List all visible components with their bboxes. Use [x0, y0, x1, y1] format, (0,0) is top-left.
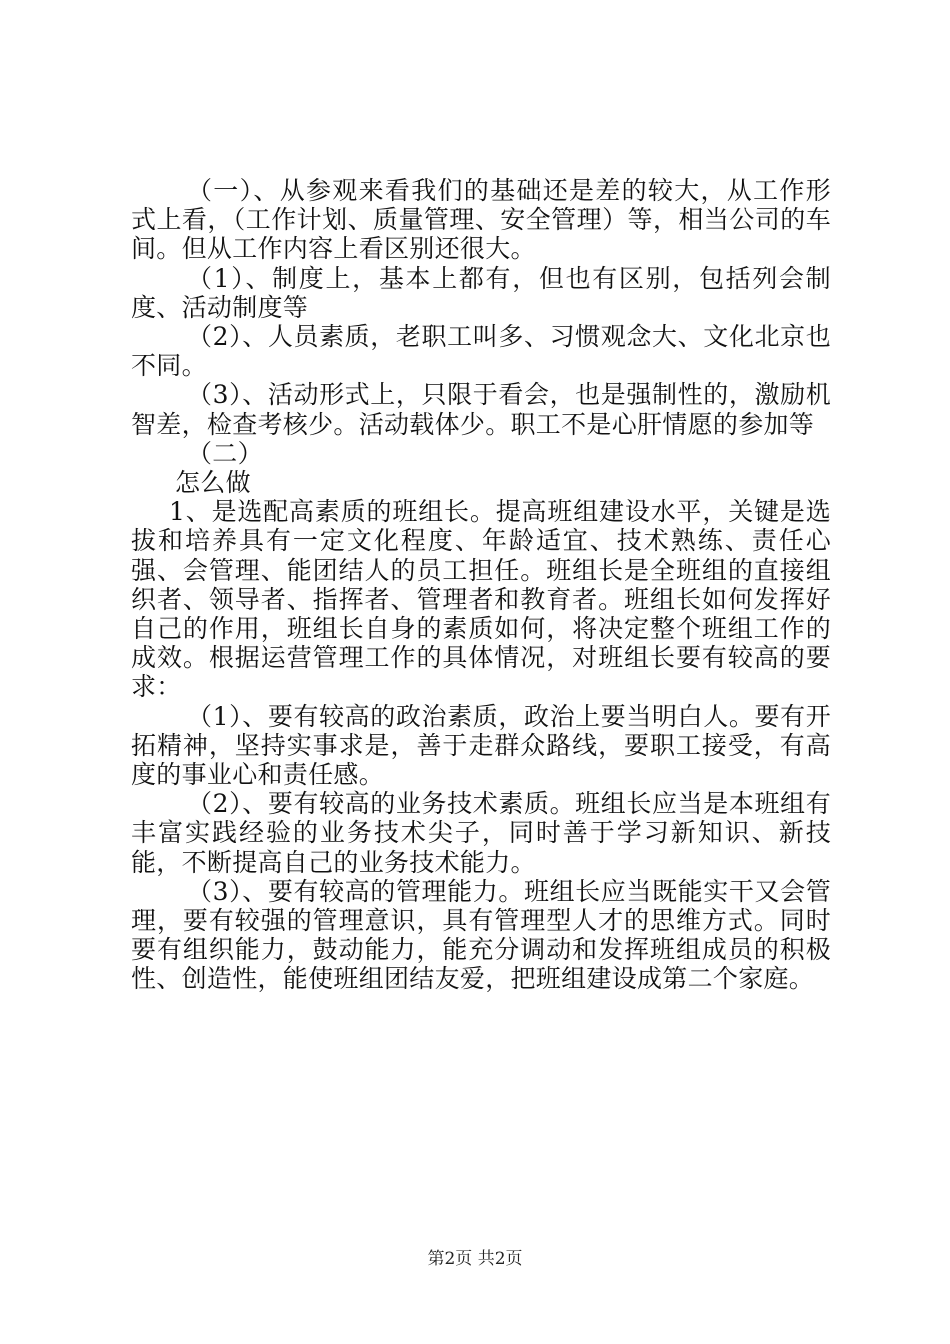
paragraph-requirement-technical: （2）、要有较高的业务技术素质。班组长应当是本班组有丰富实践经验的业务技术尖子，同时善于学习新知识、新技能，不断提高自己的业务技术能力。 — [131, 789, 831, 877]
paragraph-section-one: （一）、从参观来看我们的基础还是差的较大，从工作形式上看，（工作计划、质量管理、安全管理）等，相当公司的车间。但从工作内容上看区别还很大。 — [131, 176, 831, 264]
section-heading-two: （二） — [187, 438, 263, 468]
paragraph-requirement-political: （1）、要有较高的政治素质，政治上要当明白人。要有开拓精神，坚持实事求是，善于走群众路线，要职工接受，有高度的事业心和责任感。 — [131, 701, 831, 790]
section-heading-how: 怎么做 — [175, 468, 251, 498]
paragraph-point-1-system: （1）、制度上，基本上都有，但也有区别，包括列会制度、活动制度等 — [131, 263, 831, 322]
page-number-footer: 第2页 共2页 — [427, 1249, 523, 1269]
paragraph-requirement-management: （3）、要有较高的管理能力。班组长应当既能实干又会管理，要有较强的管理意识，具有管理型人才的思维方式。同时要有组织能力，鼓动能力，能充分调动和发挥班组成员的积极性、创造性，能使班组团结友爱，把班组建设成第二个家庭。 — [131, 876, 831, 994]
document-body — [131, 176, 831, 994]
paragraph-item-1-team-leader: 1、是选配高素质的班组长。提高班组建设水平，关键是选拔和培养具有一定文化程度、年龄适宜、技术熟练、责任心强、会管理、能团结人的员工担任。班组长是全班组的直接组织者、领导者、指挥者、管理者和教育者。班组长如何发挥好自己的作用，班组长自身的素质如何，将决定整个班组工作的成效。根据运营管理工作的具体情况，对班组长要有较高的要求： — [131, 497, 831, 702]
paragraph-point-3-activities: （3）、活动形式上，只限于看会，也是强制性的，激励机智差，检查考核少。活动载体少。职工不是心肝情愿的参加等 — [131, 380, 831, 439]
paragraph-point-2-personnel: （2）、人员素质，老职工叫多、习惯观念大、文化北京也不同。 — [131, 322, 831, 381]
